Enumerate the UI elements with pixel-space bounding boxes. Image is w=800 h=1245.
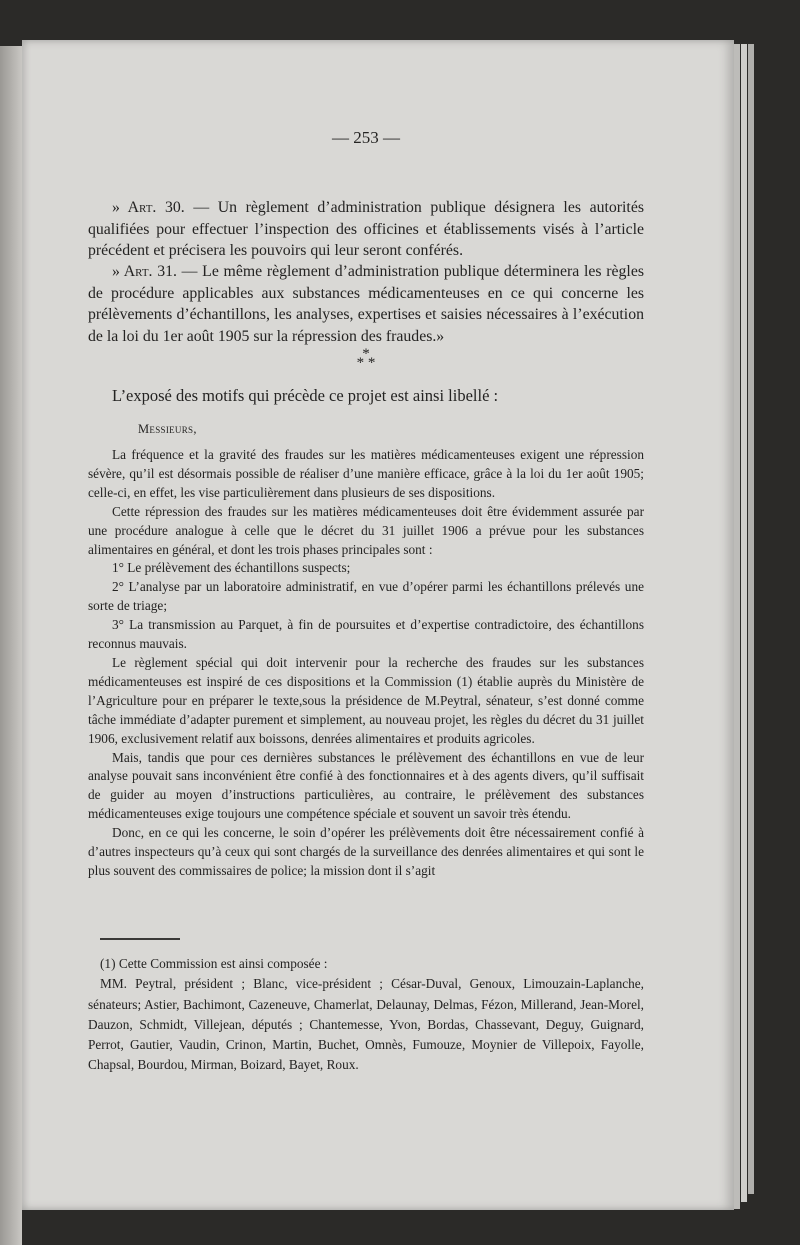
article-31-text: — Le même règlement d’administration publique déterminera les règles de procédure applicables aux substances médicamenteuses en ce qui concerne les prélèvements d’échantillons, les analyses, expertises et saisies nécessaires à l’exécution de la loi du 1er août 1905 sur la répression des fraudes.»: [88, 263, 644, 345]
paragraph: La fréquence et la gravité des fraudes sur les matières médicamenteuses exigent une répression sévère, qu’il est désormais possible de réaliser d’une manière efficace, grâce à la loi du 1er août 1905; celle-ci, en effet, les vise particulièrement dans plusieurs de ses dispositions.: [88, 447, 644, 500]
article-30-label: » Art. 30.: [112, 199, 185, 216]
footnote-intro: (1) Cette Commission est ainsi composée :: [100, 956, 328, 971]
footnote-members: MM. Peytral, président ; Blanc, vice-président ; César-Duval, Genoux, Limouzain-Laplanche, sénateurs; Astier, Bachimont, Cazeneuve, Chamerlat, Delaunay, Delmas, Fézon, Millerand, Jean-Morel, Dauzon, Schmidt, Villejean, députés ; Chantemesse, Yvon, Bordas, Chassevant, Deguy, Guignard, Perrot, Gautier, Vaudin, Crinon, Martin, Buchet, Omnès, Fumouze, Moynier de Villepoix, Fayolle, Chapsal, Bourdou, Mirman, Boizard, Bayet, Roux.: [88, 976, 644, 1073]
paragraph: Le règlement spécial qui doit intervenir pour la recherche des fraudes sur les substances médicamenteuses est inspiré de ces dispositions et la Commission (1) établie auprès du Ministère de l’Agriculture pour en préparer le texte,sous la présidence de M.Peytral, sénateur, s’est donné comme tâche immédiate d’adapter purement et simplement, au nouveau projet, les règles du décret du 31 juillet 1906, exclusivement relatif aux boissons, denrées alimentaires et produits agricoles.: [88, 654, 644, 746]
paragraph: 1° Le prélèvement des échantillons suspects;: [112, 560, 351, 576]
motives-body: [88, 446, 644, 881]
page-number: — 253 —: [332, 128, 400, 147]
paragraph: 3° La transmission au Parquet, à fin de poursuites et d’expertise contradictoire, des échantillons reconnus mauvais.: [88, 617, 644, 652]
page-stack-edge: [748, 44, 754, 1194]
article-30: [88, 197, 644, 262]
article-30-text: — Un règlement d’administration publique désignera les autorités qualifiées pour effectuer l’inspection des officines et établissements visés à l’article précédent et précisera les pouvoirs qui leur seront conférés.: [88, 199, 644, 259]
section-separator-stars: * * *: [356, 346, 376, 371]
facing-page-edge: [0, 46, 22, 1245]
page-stack-edge: [734, 44, 740, 1209]
paragraph: Donc, en ce qui les concerne, le soin d’opérer les prélèvements doit être nécessairement confié à d’autres inspecteurs qu’à ceux qui sont chargés de la surveillance des denrées alimentaires et qui sont le plus souvent des commissaires de police; la mission dont il s’agit: [88, 825, 644, 878]
book-page: [22, 40, 734, 1210]
footnote-rule: [100, 938, 180, 940]
page-stack-edge: [741, 44, 747, 1202]
paragraph: 2° L’analyse par un laboratoire administratif, en vue d’opérer parmi les échantillons prélevés une sorte de triage;: [88, 579, 644, 614]
intro-line: L’exposé des motifs qui précède ce projet est ainsi libellé :: [112, 386, 499, 405]
article-31-label: » Art. 31.: [112, 263, 177, 280]
paragraph: Cette répression des fraudes sur les matières médicamenteuses doit être évidemment assurée par une procédure analogue à celle que le décret du 31 juillet 1906 a prévue pour les substances alimentaires en général, et dont les trois phases principales sont :: [88, 503, 644, 557]
paragraph: Mais, tandis que pour ces dernières substances le prélèvement des échantillons en vue de leur analyse pouvait sans inconvénient être confié à des fonctionnaires et à des agents divers, qu’il suffisait de guider au moyen d’instructions particulières, au contraire, le prélèvement des substances médicamenteuses exige toujours une compétence spéciale et souvent un savoir très étendu.: [88, 749, 644, 822]
salutation: Messieurs,: [138, 422, 197, 436]
footnote: [88, 954, 644, 1076]
article-31: [88, 261, 644, 347]
